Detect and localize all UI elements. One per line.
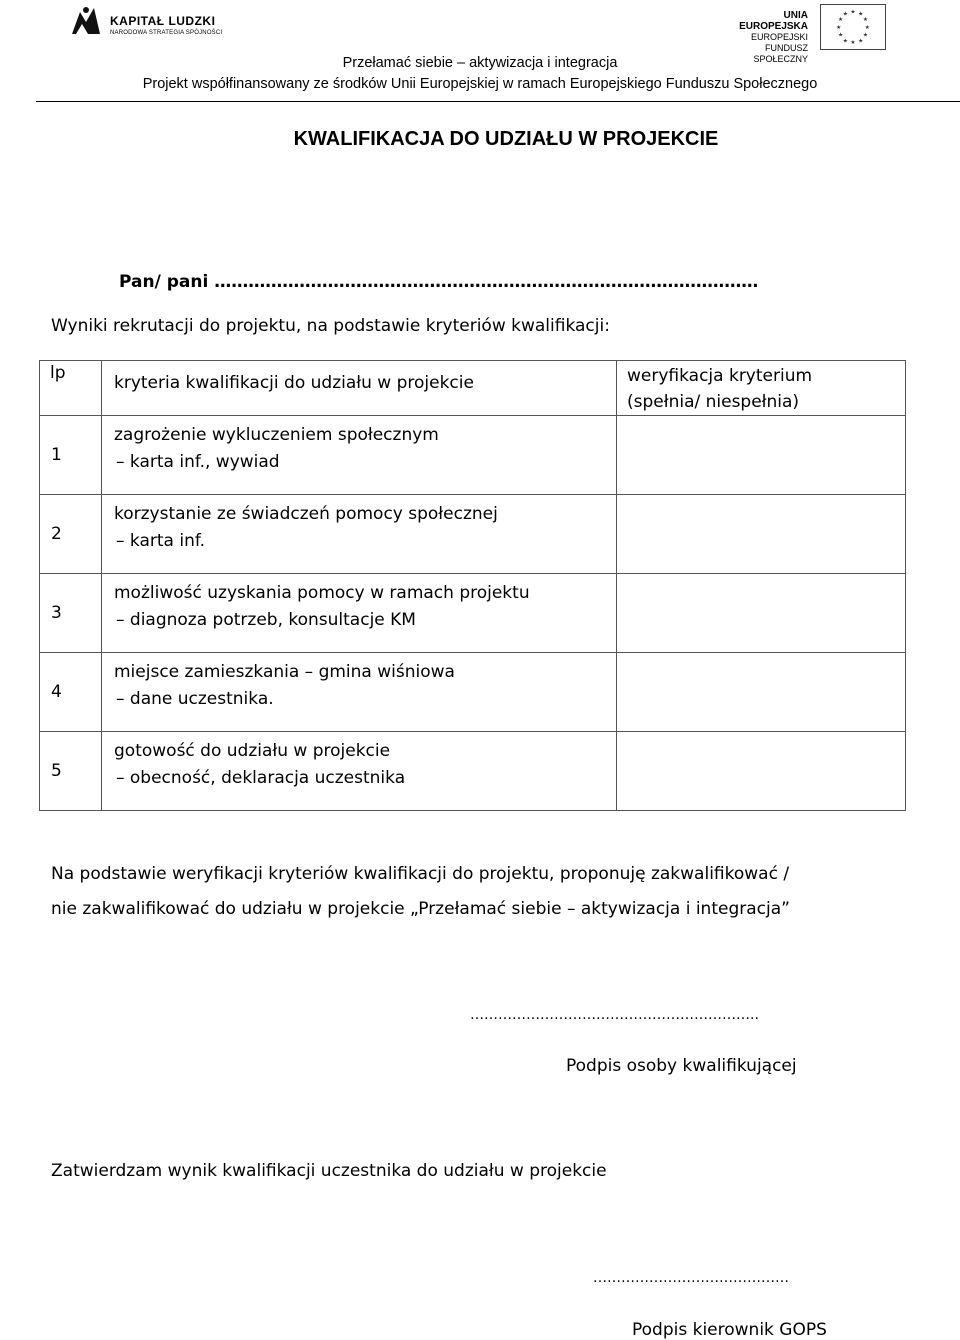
header-verification-line1: weryfikacja kryterium bbox=[627, 366, 813, 386]
verification-cell[interactable] bbox=[617, 732, 906, 811]
criterion-method: – karta inf., wywiad bbox=[116, 452, 280, 472]
svg-text:★: ★ bbox=[850, 40, 856, 47]
header-divider bbox=[36, 101, 960, 102]
criterion-method: – karta inf. bbox=[116, 531, 205, 551]
verification-cell[interactable] bbox=[617, 653, 906, 732]
signature1-label: Podpis osoby kwalifikującej bbox=[566, 1056, 797, 1076]
eu-logo-line2: EUROPEJSKI bbox=[750, 32, 808, 42]
header-lp: lp bbox=[40, 361, 102, 416]
svg-text:★: ★ bbox=[836, 24, 842, 31]
header-verification bbox=[617, 361, 906, 416]
row-number: 2 bbox=[40, 495, 102, 574]
header-criteria: kryteria kwalifikacji do udziału w projekcie bbox=[102, 361, 617, 416]
conclusion-line1: Na podstawie weryfikacji kryteriów kwalifikacji do projektu, proponuję zakwalifikować / bbox=[51, 864, 790, 884]
criterion-cell bbox=[102, 732, 617, 811]
row-number: 3 bbox=[40, 574, 102, 653]
svg-text:★: ★ bbox=[858, 11, 864, 18]
eu-logo-line1: UNIA EUROPEJSKA bbox=[739, 10, 808, 32]
criterion-cell bbox=[102, 653, 617, 732]
criterion-text: zagrożenie wykluczeniem społecznym bbox=[114, 425, 439, 445]
criteria-table bbox=[39, 360, 906, 811]
salutation-line: Pan/ pani …………………………………………………………………………………… bbox=[119, 272, 759, 292]
conclusion-line2: nie zakwalifikować do udziału w projekcie „Przełamać siebie – aktywizacja i integracja” bbox=[51, 899, 790, 919]
criterion-cell bbox=[102, 416, 617, 495]
approval-text: Zatwierdzam wynik kwalifikacji uczestnika do udziału w projekcie bbox=[51, 1161, 607, 1181]
criterion-method: – dane uczestnika. bbox=[116, 689, 274, 709]
verification-cell[interactable] bbox=[617, 574, 906, 653]
kapital-ludzki-emblem-icon bbox=[68, 4, 104, 40]
criterion-method: – obecność, deklaracja uczestnika bbox=[116, 768, 406, 788]
page-title: KWALIFIKACJA DO UDZIAŁU W PROJEKCIE bbox=[293, 128, 719, 150]
logo-left-subtitle: NARODOWA STRATEGIA SPÓJNOŚCI bbox=[110, 30, 223, 36]
verification-cell[interactable] bbox=[617, 416, 906, 495]
kapital-ludzki-logo bbox=[68, 4, 228, 42]
eu-logo-line3: FUNDUSZ SPOŁECZNY bbox=[753, 43, 808, 64]
signature1-line[interactable]: …………………………………………………….. bbox=[470, 1007, 759, 1023]
svg-text:★: ★ bbox=[842, 38, 848, 45]
criterion-cell bbox=[102, 574, 617, 653]
table-row bbox=[40, 732, 906, 811]
criterion-text: korzystanie ze świadczeń pomocy społecznej bbox=[114, 504, 498, 524]
svg-text:★: ★ bbox=[842, 11, 848, 18]
svg-text:★: ★ bbox=[864, 24, 870, 31]
table-row bbox=[40, 653, 906, 732]
cofinancing-note: Projekt współfinansowany ze środków Unii Europejskiej w ramach Europejskiego Funduszu Społecznego bbox=[142, 76, 818, 92]
signature2-line[interactable]: …………………………………… bbox=[593, 1270, 789, 1286]
row-number: 4 bbox=[40, 653, 102, 732]
criterion-text: gotowość do udziału w projekcie bbox=[114, 741, 391, 761]
row-number: 1 bbox=[40, 416, 102, 495]
svg-text:★: ★ bbox=[858, 38, 864, 45]
header-verification-line2: (spełnia/ niespełnia) bbox=[627, 392, 800, 412]
svg-text:★: ★ bbox=[862, 32, 869, 39]
signature2-label: Podpis kierownik GOPS bbox=[632, 1320, 827, 1340]
table-row bbox=[40, 574, 906, 653]
svg-text:★: ★ bbox=[837, 32, 844, 39]
intro-text: Wyniki rekrutacji do projektu, na podstawie kryteriów kwalifikacji: bbox=[51, 316, 610, 336]
criterion-cell bbox=[102, 495, 617, 574]
criterion-text: miejsce zamieszkania – gmina wiśniowa bbox=[114, 662, 455, 682]
criterion-method: – diagnoza potrzeb, konsultacje KM bbox=[116, 610, 416, 630]
table-row bbox=[40, 495, 906, 574]
eu-logo bbox=[716, 4, 886, 64]
logo-left-title: KAPITAŁ LUDZKI bbox=[110, 14, 216, 28]
criterion-text: możliwość uzyskania pomocy w ramach projektu bbox=[114, 583, 530, 603]
svg-text:★: ★ bbox=[862, 17, 869, 24]
row-number: 5 bbox=[40, 732, 102, 811]
svg-text:★: ★ bbox=[850, 9, 856, 16]
table-row bbox=[40, 416, 906, 495]
svg-text:★: ★ bbox=[837, 17, 844, 24]
eu-flag-icon bbox=[820, 4, 886, 50]
verification-cell[interactable] bbox=[617, 495, 906, 574]
table-header-row bbox=[40, 361, 906, 416]
project-name: Przełamać siebie – aktywizacja i integracja bbox=[342, 55, 618, 71]
